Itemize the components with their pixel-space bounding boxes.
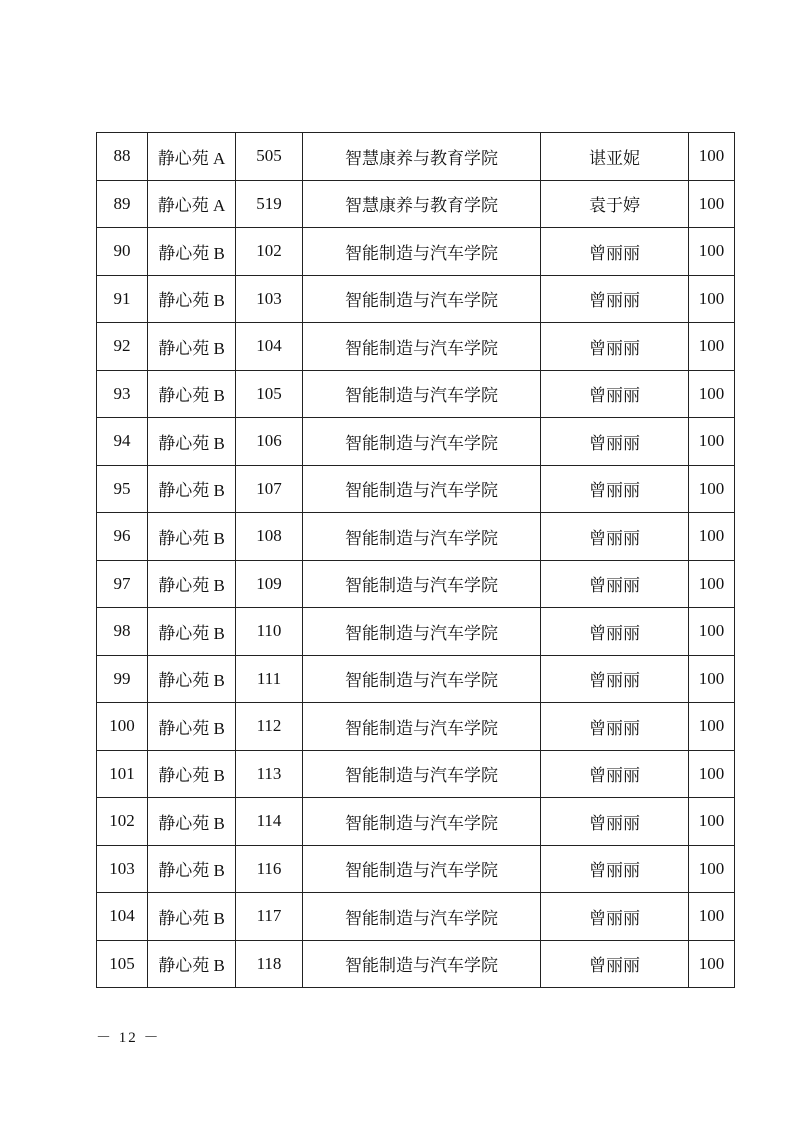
building-cell: 静心苑 B: [148, 703, 236, 751]
row-number-cell: 93: [97, 370, 148, 418]
row-number-cell: 90: [97, 228, 148, 276]
score-cell: 100: [689, 370, 735, 418]
college-cell: 智能制造与汽车学院: [303, 228, 541, 276]
college-cell: 智能制造与汽车学院: [303, 465, 541, 513]
college-cell: 智能制造与汽车学院: [303, 940, 541, 988]
table-row: [97, 323, 735, 371]
room-number-cell: 111: [236, 655, 303, 703]
table-row: [97, 655, 735, 703]
counselor-name-cell: 曾丽丽: [541, 655, 689, 703]
room-number-cell: 117: [236, 893, 303, 941]
room-number-cell: 102: [236, 228, 303, 276]
room-number-cell: 116: [236, 845, 303, 893]
room-number-cell: 113: [236, 750, 303, 798]
counselor-name-cell: 曾丽丽: [541, 513, 689, 561]
building-cell: 静心苑 B: [148, 513, 236, 561]
room-number-cell: 114: [236, 798, 303, 846]
building-cell: 静心苑 B: [148, 798, 236, 846]
table-row: [97, 180, 735, 228]
table-row: [97, 275, 735, 323]
room-number-cell: 505: [236, 133, 303, 181]
dormitory-score-table: [96, 132, 735, 988]
college-cell: 智能制造与汽车学院: [303, 845, 541, 893]
room-number-cell: 104: [236, 323, 303, 371]
score-cell: 100: [689, 133, 735, 181]
college-cell: 智慧康养与教育学院: [303, 180, 541, 228]
college-cell: 智能制造与汽车学院: [303, 323, 541, 371]
table-row: [97, 940, 735, 988]
college-cell: 智能制造与汽车学院: [303, 703, 541, 751]
table-row: [97, 560, 735, 608]
row-number-cell: 103: [97, 845, 148, 893]
score-cell: 100: [689, 180, 735, 228]
score-cell: 100: [689, 750, 735, 798]
building-cell: 静心苑 B: [148, 893, 236, 941]
room-number-cell: 110: [236, 608, 303, 656]
counselor-name-cell: 曾丽丽: [541, 940, 689, 988]
room-number-cell: 103: [236, 275, 303, 323]
counselor-name-cell: 曾丽丽: [541, 560, 689, 608]
college-cell: 智能制造与汽车学院: [303, 370, 541, 418]
row-number-cell: 89: [97, 180, 148, 228]
counselor-name-cell: 曾丽丽: [541, 845, 689, 893]
score-cell: 100: [689, 845, 735, 893]
row-number-cell: 91: [97, 275, 148, 323]
building-cell: 静心苑 B: [148, 750, 236, 798]
row-number-cell: 102: [97, 798, 148, 846]
room-number-cell: 106: [236, 418, 303, 466]
row-number-cell: 88: [97, 133, 148, 181]
score-cell: 100: [689, 655, 735, 703]
room-number-cell: 112: [236, 703, 303, 751]
table-row: [97, 798, 735, 846]
table-row: [97, 893, 735, 941]
score-cell: 100: [689, 275, 735, 323]
row-number-cell: 101: [97, 750, 148, 798]
row-number-cell: 105: [97, 940, 148, 988]
building-cell: 静心苑 A: [148, 180, 236, 228]
building-cell: 静心苑 B: [148, 940, 236, 988]
row-number-cell: 95: [97, 465, 148, 513]
counselor-name-cell: 曾丽丽: [541, 703, 689, 751]
counselor-name-cell: 曾丽丽: [541, 275, 689, 323]
score-cell: 100: [689, 228, 735, 276]
score-cell: 100: [689, 703, 735, 751]
table-row: [97, 370, 735, 418]
college-cell: 智能制造与汽车学院: [303, 893, 541, 941]
score-cell: 100: [689, 940, 735, 988]
building-cell: 静心苑 B: [148, 418, 236, 466]
room-number-cell: 118: [236, 940, 303, 988]
row-number-cell: 100: [97, 703, 148, 751]
row-number-cell: 104: [97, 893, 148, 941]
building-cell: 静心苑 B: [148, 275, 236, 323]
counselor-name-cell: 曾丽丽: [541, 750, 689, 798]
college-cell: 智慧康养与教育学院: [303, 133, 541, 181]
college-cell: 智能制造与汽车学院: [303, 275, 541, 323]
building-cell: 静心苑 B: [148, 560, 236, 608]
building-cell: 静心苑 B: [148, 370, 236, 418]
counselor-name-cell: 曾丽丽: [541, 370, 689, 418]
college-cell: 智能制造与汽车学院: [303, 418, 541, 466]
table-row: [97, 845, 735, 893]
building-cell: 静心苑 B: [148, 323, 236, 371]
room-number-cell: 107: [236, 465, 303, 513]
college-cell: 智能制造与汽车学院: [303, 608, 541, 656]
page-number: － 12 －: [96, 1030, 161, 1046]
table-row: [97, 418, 735, 466]
score-cell: 100: [689, 323, 735, 371]
building-cell: 静心苑 B: [148, 465, 236, 513]
counselor-name-cell: 曾丽丽: [541, 228, 689, 276]
counselor-name-cell: 曾丽丽: [541, 608, 689, 656]
score-cell: 100: [689, 798, 735, 846]
room-number-cell: 109: [236, 560, 303, 608]
building-cell: 静心苑 B: [148, 655, 236, 703]
table-row: [97, 608, 735, 656]
row-number-cell: 94: [97, 418, 148, 466]
score-cell: 100: [689, 608, 735, 656]
row-number-cell: 97: [97, 560, 148, 608]
score-cell: 100: [689, 513, 735, 561]
counselor-name-cell: 曾丽丽: [541, 798, 689, 846]
row-number-cell: 92: [97, 323, 148, 371]
building-cell: 静心苑 B: [148, 845, 236, 893]
room-number-cell: 108: [236, 513, 303, 561]
counselor-name-cell: 曾丽丽: [541, 418, 689, 466]
score-cell: 100: [689, 560, 735, 608]
table-row: [97, 228, 735, 276]
table-row: [97, 750, 735, 798]
table-row: [97, 133, 735, 181]
college-cell: 智能制造与汽车学院: [303, 513, 541, 561]
table-row: [97, 513, 735, 561]
room-number-cell: 105: [236, 370, 303, 418]
counselor-name-cell: 袁于婷: [541, 180, 689, 228]
score-cell: 100: [689, 418, 735, 466]
college-cell: 智能制造与汽车学院: [303, 655, 541, 703]
score-cell: 100: [689, 465, 735, 513]
building-cell: 静心苑 B: [148, 608, 236, 656]
room-number-cell: 519: [236, 180, 303, 228]
counselor-name-cell: 谌亚妮: [541, 133, 689, 181]
building-cell: 静心苑 B: [148, 228, 236, 276]
counselor-name-cell: 曾丽丽: [541, 893, 689, 941]
building-cell: 静心苑 A: [148, 133, 236, 181]
college-cell: 智能制造与汽车学院: [303, 560, 541, 608]
table-row: [97, 703, 735, 751]
row-number-cell: 96: [97, 513, 148, 561]
score-cell: 100: [689, 893, 735, 941]
table-row: [97, 465, 735, 513]
row-number-cell: 98: [97, 608, 148, 656]
counselor-name-cell: 曾丽丽: [541, 465, 689, 513]
table-body: [97, 133, 735, 988]
college-cell: 智能制造与汽车学院: [303, 750, 541, 798]
counselor-name-cell: 曾丽丽: [541, 323, 689, 371]
row-number-cell: 99: [97, 655, 148, 703]
college-cell: 智能制造与汽车学院: [303, 798, 541, 846]
